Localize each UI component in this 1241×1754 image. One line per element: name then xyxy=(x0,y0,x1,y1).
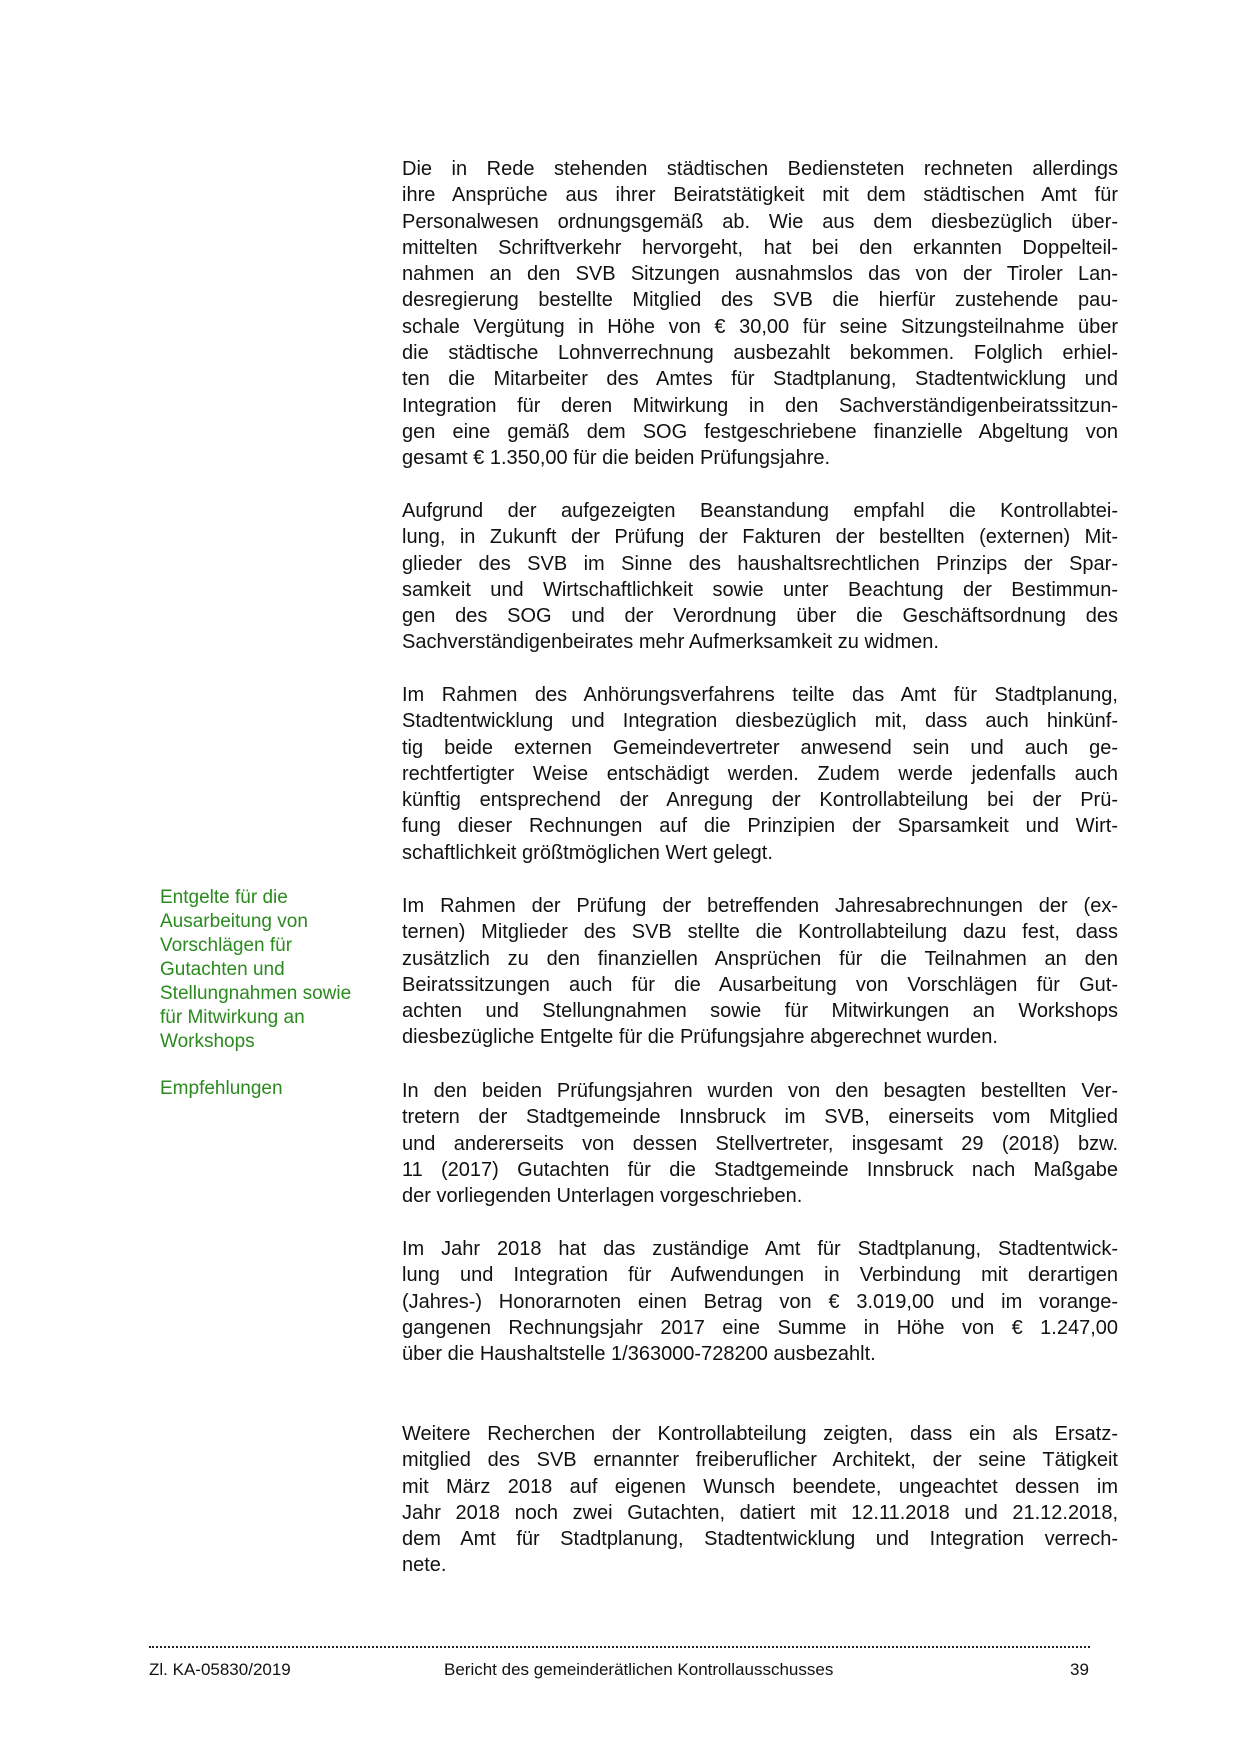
text-line: nete. xyxy=(402,1554,447,1577)
text-line: mit März 2018 auf eigenen Wunsch beendete, ungeachtet dessen im xyxy=(402,1475,1118,1498)
text-line: Im Rahmen der Prüfung der betreffenden Jahresabrechnungen der (ex- xyxy=(402,895,1118,917)
margin-note-line: Entgelte für die xyxy=(160,887,288,908)
paragraph-aufwendungen xyxy=(402,1236,1118,1367)
text-line: gesamt € 1.350,00 für die beiden Prüfungsjahre. xyxy=(402,447,831,470)
text-line: lung und Integration für Aufwendungen in Verbindung mit derartigen xyxy=(402,1264,1118,1287)
text-line: Aufgrund der aufgezeigten Beanstandung empfahl die Kontrollabtei- xyxy=(402,500,1118,522)
paragraph-anhoerung xyxy=(402,682,1118,866)
text-line: zusätzlich zu den finanziellen Ansprüchen für die Teilnahmen an den xyxy=(402,947,1118,970)
text-line: schaftlichkeit größtmöglichen Wert gelegt. xyxy=(402,841,773,864)
text-line: Weitere Recherchen der Kontrollabteilung zeigten, dass ein als Ersatz- xyxy=(402,1423,1118,1445)
margin-note-empfehlungen xyxy=(160,1077,380,1101)
footer-reference: Zl. KA-05830/2019 xyxy=(149,1660,291,1679)
margin-note-line: Ausarbeitung von xyxy=(160,911,308,932)
text-line: über die Haushaltstelle 1/363000-728200 ausbezahlt. xyxy=(402,1343,876,1366)
text-line: Sachverständigenbeirates mehr Aufmerksamkeit zu widmen. xyxy=(402,631,939,654)
text-line: nahmen an den SVB Sitzungen ausnahmslos das von der Tiroler Lan- xyxy=(402,263,1118,286)
text-line: mitglied des SVB ernannter freiberuflicher Architekt, der seine Tätigkeit xyxy=(402,1449,1118,1472)
text-line: dem Amt für Stadtplanung, Stadtentwicklung und Integration verrech- xyxy=(402,1528,1118,1551)
paragraph-ersatzmitglied xyxy=(402,1421,1118,1579)
text-line: tretern der Stadtgemeinde Innsbruck im SVB, einerseits vom Mitglied xyxy=(402,1106,1118,1129)
text-line: künftig entsprechend der Anregung der Kontrollabteilung bei der Prü- xyxy=(402,789,1118,812)
text-line: ihre Ansprüche aus ihrer Beiratstätigkeit mit dem städtischen Amt für xyxy=(402,184,1118,207)
text-line: Die in Rede stehenden städtischen Bediensteten rechneten allerdings xyxy=(402,158,1118,180)
text-line: gen eine gemäß dem SOG festgeschriebene finanzielle Abgeltung von xyxy=(402,420,1118,443)
paragraph-beanstandung xyxy=(402,498,1118,656)
text-line: schale Vergütung in Höhe von € 30,00 für seine Sitzungsteilnahme über xyxy=(402,315,1118,338)
text-line: achten und Stellungnahmen sowie für Mitwirkungen an Workshops xyxy=(402,1000,1118,1023)
text-line: rechtfertigter Weise entschädigt werden. Zudem werde jedenfalls auch xyxy=(402,762,1118,785)
text-line: lung, in Zukunft der Prüfung der Fakturen der bestellten (externen) Mit- xyxy=(402,526,1118,549)
text-line: Stadtentwicklung und Integration diesbezüglich mit, dass auch hinkünf- xyxy=(402,710,1118,733)
paragraph-doppelteilnahmen xyxy=(402,156,1118,472)
text-line: gen des SOG und der Verordnung über die Geschäftsordnung des xyxy=(402,605,1118,628)
footer-title: Bericht des gemeinderätlichen Kontrollausschusses xyxy=(444,1660,834,1679)
text-line: ten die Mitarbeiter des Amtes für Stadtplanung, Stadtentwicklung und xyxy=(402,368,1118,391)
paragraph-gutachten-anzahl xyxy=(402,1078,1118,1209)
text-line: In den beiden Prüfungsjahren wurden von den besagten bestellten Ver- xyxy=(402,1080,1118,1102)
text-line: glieder des SVB im Sinne des haushaltsrechtlichen Prinzips der Spar- xyxy=(402,552,1118,575)
text-line: diesbezügliche Entgelte für die Prüfungsjahre abgerechnet wurden. xyxy=(402,1026,998,1049)
text-line: Im Rahmen des Anhörungsverfahrens teilte das Amt für Stadtplanung, xyxy=(402,684,1118,706)
text-line: gangenen Rechnungsjahr 2017 eine Summe in Höhe von € 1.247,00 xyxy=(402,1316,1118,1339)
page-number: 39 xyxy=(1070,1660,1089,1679)
text-line: 11 (2017) Gutachten für die Stadtgemeinde Innsbruck nach Maßgabe xyxy=(402,1158,1118,1181)
margin-note-line: für Mitwirkung an xyxy=(160,1007,305,1028)
text-line: tig beide externen Gemeindevertreter anwesend sein und auch ge- xyxy=(402,736,1118,759)
text-line: ternen) Mitglieder des SVB stellte die Kontrollabteilung dazu fest, dass xyxy=(402,921,1118,944)
text-line: der vorliegenden Unterlagen vorgeschrieben. xyxy=(402,1185,803,1208)
margin-note-line: Vorschlägen für xyxy=(160,935,293,956)
text-line: mittelten Schriftverkehr hervorgeht, hat bei den erkannten Doppelteil- xyxy=(402,236,1118,259)
text-line: Jahr 2018 noch zwei Gutachten, datiert mit 12.11.2018 und 21.12.2018, xyxy=(402,1501,1118,1524)
text-line: Im Jahr 2018 hat das zuständige Amt für Stadtplanung, Stadtentwick- xyxy=(402,1238,1118,1260)
text-line: Personalwesen ordnungsgemäß ab. Wie aus dem diesbezüglich über- xyxy=(402,210,1118,233)
margin-note-entgelte xyxy=(160,886,380,1054)
text-line: die städtische Lohnverrechnung ausbezahlt bekommen. Folglich erhiel- xyxy=(402,342,1118,365)
paragraph-jahresabrechnungen xyxy=(402,893,1118,1051)
footer-divider xyxy=(149,1646,1090,1648)
text-line: Beiratssitzungen auch für die Ausarbeitung von Vorschlägen für Gut- xyxy=(402,973,1118,996)
margin-note-line: Gutachten und xyxy=(160,959,285,980)
text-line: fung dieser Rechnungen auf die Prinzipien der Sparsamkeit und Wirt- xyxy=(402,815,1118,838)
text-line: und andererseits von dessen Stellvertreter, insgesamt 29 (2018) bzw. xyxy=(402,1132,1118,1155)
margin-note-line: Workshops xyxy=(160,1031,255,1052)
text-line: (Jahres-) Honorarnoten einen Betrag von € 3.019,00 und im vorange- xyxy=(402,1290,1118,1313)
margin-note-line: Stellungnahmen sowie xyxy=(160,983,352,1004)
text-line: desregierung bestellte Mitglied des SVB die hierfür zustehende pau- xyxy=(402,289,1118,312)
margin-note-line: Empfehlungen xyxy=(160,1078,283,1099)
text-line: Integration für deren Mitwirkung in den Sachverständigenbeiratssitzun- xyxy=(402,394,1118,417)
text-line: samkeit und Wirtschaftlichkeit sowie unter Beachtung der Bestimmun- xyxy=(402,578,1118,601)
